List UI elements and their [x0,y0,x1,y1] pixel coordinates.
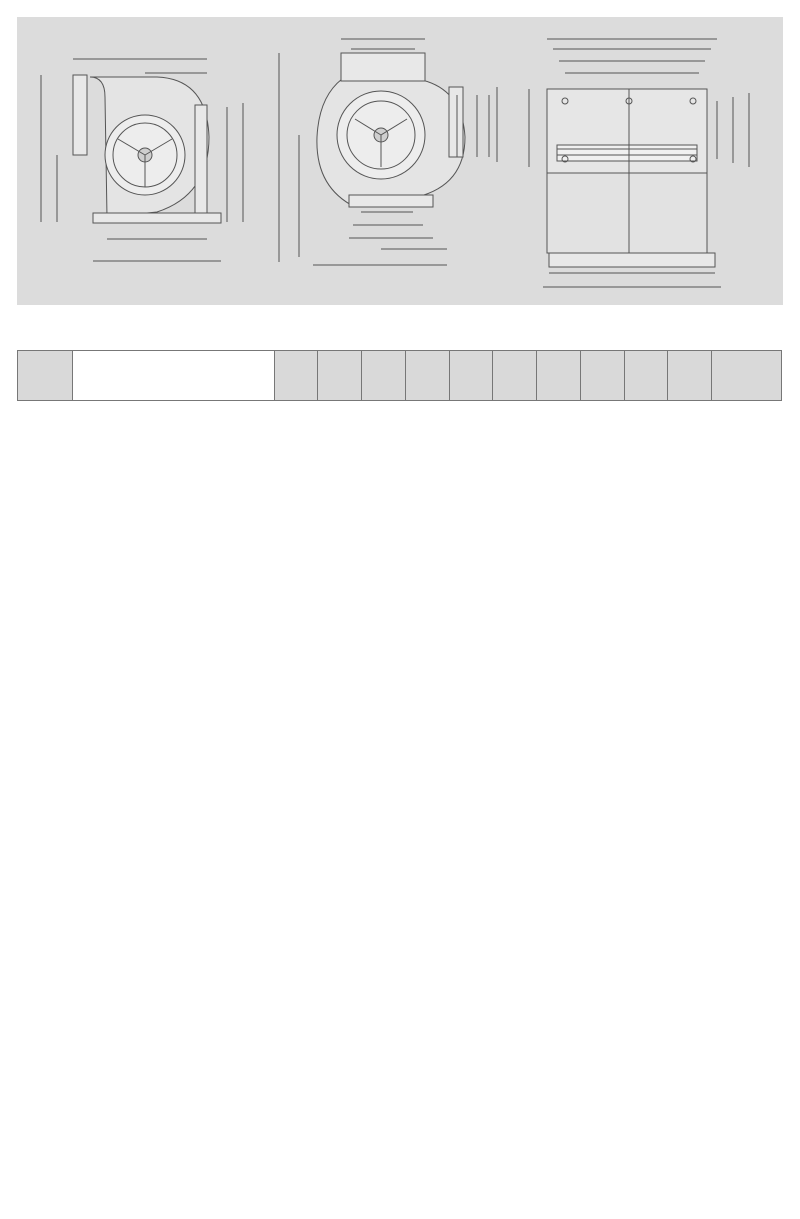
fan-drawing-large [41,59,243,261]
fan-drawing-small [279,39,497,265]
header-code [18,351,73,401]
header-B1 [493,351,537,401]
flange-drawing [529,39,749,287]
header-A2 [362,351,406,401]
header-model [73,351,275,401]
drawing-panel [17,17,783,305]
table-header-row [18,351,782,401]
fan-dimension-drawings [17,17,783,305]
header-A1 [318,351,362,401]
header-B2 [537,351,581,401]
header-E2 [668,351,712,401]
header-n2-d2 [712,351,782,401]
header-E1 [625,351,668,401]
header-B [450,351,493,401]
header-B3 [581,351,625,401]
header-A3 [406,351,450,401]
spec-table [17,350,782,401]
header-A [275,351,318,401]
